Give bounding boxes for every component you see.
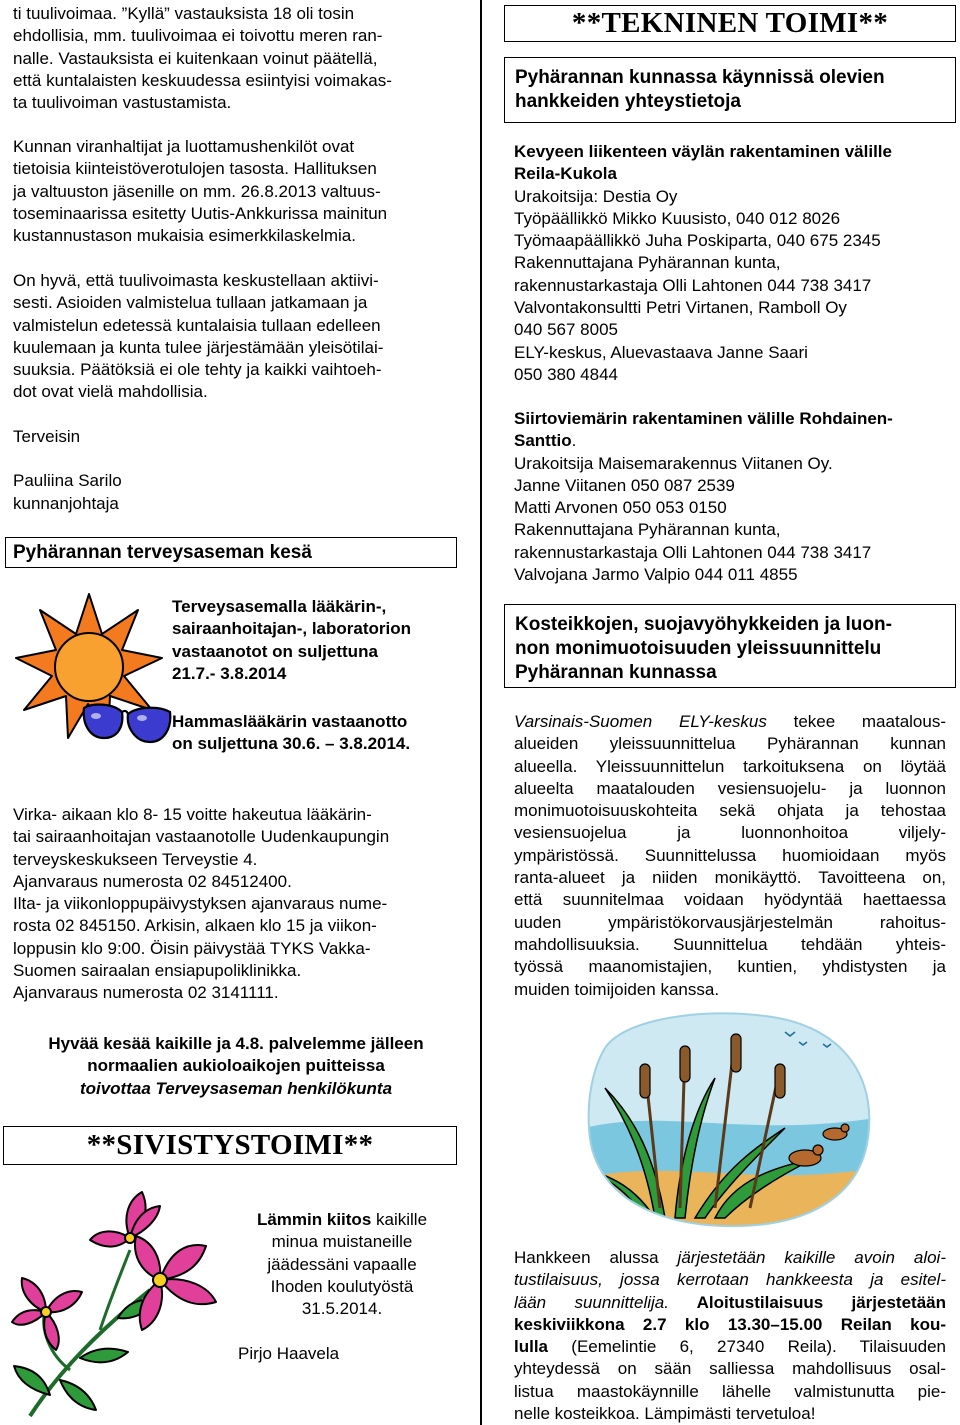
plan-first-rest: tekee maatalous- (766, 712, 946, 731)
summer-wish (5, 1033, 467, 1100)
plan-first-line (514, 711, 946, 733)
wetland-illustration (585, 1008, 875, 1230)
text-line: kustannustason mukaisia esimerkkilaskelmia. (13, 226, 356, 246)
text-line: ELY-keskus, Aluevastaava Janne Saari (514, 342, 808, 362)
flower-icon (10, 1180, 230, 1420)
text-line: Työmaapäällikkö Juha Poskiparta, 040 675 2345 (514, 231, 881, 251)
text-line: muiden toimijoiden kanssa. (514, 979, 720, 999)
sivistys-heading-box (3, 1126, 457, 1165)
event-line (514, 1292, 946, 1314)
health-heading-box (5, 537, 457, 568)
text-line: uuden ympäristökorvausjärjestelmän rahoitus- (514, 912, 946, 932)
text-line: ta tuulivoiman vastustamista. (13, 93, 232, 113)
health-closed-notice (172, 596, 472, 685)
text-line: nalle. Vastauksista ei kuitenkaan voinut päätellä, (13, 48, 378, 68)
plan-heading-line: Kosteikkojen, suojavyöhykkeiden ja luon- (515, 614, 892, 635)
event-text: Hankkeen alussa (514, 1248, 678, 1267)
left-intro (13, 3, 463, 114)
column-divider (480, 0, 482, 1425)
projects-heading-line: Pyhärannan kunnassa käynnissä olevien (515, 67, 885, 88)
sunglasses-icon (80, 698, 175, 750)
text-line: että suunnitelmaa voidaan hyödyntää haettaessa (514, 890, 946, 910)
thanks-first-line (226, 1209, 458, 1231)
text-line: sairaanhoitajan-, laboratorion (172, 619, 411, 639)
text-line: Ihoden koulutyöstä (270, 1276, 414, 1296)
project-title: Siirtoviemärin rakentaminen välille Rohdainen- (514, 409, 893, 428)
text-line: sesti. Asioiden valmistelua tullaan jatkamaan ja (13, 293, 368, 313)
text-line: terveyskeskukseen Terveystie 4. (13, 849, 258, 869)
event-bold: Aloitustilaisuus järjestetään (668, 1292, 946, 1312)
text-line: Ajanvaraus numerosta 02 3141111. (13, 983, 279, 1003)
text-line: Valvontakonsultti Petri Virtanen, Ramboll Oy (514, 298, 847, 318)
text-line: Suomen sairaalan ensiapupoliklinikka. (13, 961, 302, 981)
text-line: ehdollisia, mm. tuulivoimaa ei toivottu meren ran- (13, 26, 383, 46)
text-line: ti tuulivoimaa. ”Kyllä” vastauksista 18 oli tosin (13, 4, 355, 23)
text-line: on suljettuna 30.6. – 3.8.2014. (172, 734, 411, 754)
thanks-signature: Pirjo Haavela (238, 1344, 340, 1363)
thanks-bold: Lämmin kiitos (256, 1210, 372, 1229)
event-line (514, 1247, 946, 1269)
text-line: tietoisia kiinteistöverotulojen tasosta. Hallituksen (13, 159, 377, 179)
text-line: rakennustarkastaja Olli Lahtonen 044 738 3417 (514, 542, 872, 562)
ely-name: Varsinais-Suomen ELY-keskus (514, 712, 767, 731)
text-line: Virka- aikaan klo 8- 15 voitte hakeutua lääkärin- (13, 805, 372, 824)
text-line: vesiensuojelua ja luonnonhoitoa viljely- (514, 823, 946, 843)
event-bold: lulla (514, 1337, 549, 1357)
project-title: Reila-Kukola (514, 164, 617, 184)
projects-heading-box (504, 57, 956, 123)
sivistys-heading: **SIVISTYSTOIMI** (86, 1129, 374, 1161)
project-2 (514, 408, 954, 586)
text-line: Hammaslääkärin vastaanotto (172, 712, 408, 731)
project-title: Kevyeen liikenteen väylän rakentaminen välille (514, 142, 892, 161)
greeting: Terveisin (13, 427, 81, 446)
text-line: monimuotoisuuskohteita sekä ohjata ja tehostaa (514, 801, 946, 821)
thanks-message (226, 1209, 458, 1320)
signature-title: kunnanjohtaja (13, 494, 119, 513)
text-line: rosta 02 845150. Arkisin, alkaen klo 15 ja viikon- (13, 916, 377, 936)
text-line: alueiden yleissuunnittelua Pyhärannan kunnan (514, 734, 946, 754)
text-line: valmistelun edetessä kuntalaisia tullaan edelleen (13, 315, 381, 335)
event-line: tustilaisuus, jossa kerrotaan hankkeesta ja esitel- (514, 1270, 946, 1290)
tekninen-heading: **TEKNINEN TOIMI** (571, 7, 889, 39)
text-line: että kuntalaisten keskuudessa esiintyisi voimakas- (13, 70, 392, 90)
text-line: alueella. Yleissuunnittelun tarkoituksena on löytää (514, 756, 946, 776)
text-line: vastaanotot on suljettuna (172, 641, 378, 661)
text-line: alueelta maatalouden vesiensuojelu- ja luonnon (514, 778, 946, 798)
text-line: Janne Viitanen 050 087 2539 (514, 475, 735, 495)
event-line (514, 1336, 946, 1358)
event-italic: lään suunnittelija. (514, 1292, 669, 1312)
text-line: dot ovat vielä mahdollisia. (13, 382, 208, 402)
text-line: toseminaarissa esitetty Uutis-Ankkurissa mainitun (13, 203, 388, 223)
event-italic: järjestetään kaikille avoin aloi- (677, 1248, 946, 1267)
text-line: ja valtuuston jäsenille on mm. 26.8.2013 valtuus- (13, 181, 381, 201)
plan-heading-line: non monimuotoisuuden yleissuunnittelu (515, 638, 882, 659)
project-title-dot: . (571, 431, 577, 451)
event-line: keskiviikkona 2.7 klo 13.30–15.00 Reilan kou- (514, 1314, 946, 1334)
summer-wish-line: normaalien aukioloaikojen puitteissa (87, 1056, 385, 1076)
event-info (514, 1247, 946, 1425)
text-line: Valvojana Jarmo Valpio 044 011 4855 (514, 565, 798, 585)
text-line: työssä maanomistajien, kuntien, yhdistysten ja (514, 957, 946, 977)
summer-wish-signoff: toivottaa Terveysaseman henkilökunta (79, 1078, 393, 1098)
project-title-part: Santtio (514, 431, 572, 451)
plan-body (514, 711, 946, 1001)
plan-heading-box (504, 604, 956, 688)
text-line: Kunnan viranhaltijat ja luottamushenkilöt ovat (13, 137, 355, 156)
projects-heading-line: hankkeiden yhteystietoja (515, 91, 741, 112)
text-line: Rakennuttajana Pyhärannan kunta, (514, 253, 781, 273)
text-line: rakennustarkastaja Olli Lahtonen 044 738 3417 (514, 275, 872, 295)
thanks-rest: kaikille (371, 1210, 428, 1229)
text-line: kuulemaan ja kunta tulee järjestämään yleisötilai- (13, 337, 384, 357)
left-officials (13, 136, 463, 247)
text-line: Työpäällikkö Mikko Kuusisto, 040 012 8026 (514, 208, 841, 228)
plan-heading-line: Pyhärannan kunnassa (515, 662, 717, 683)
signature-name: Pauliina Sarilo (13, 471, 122, 490)
text-line: minua muistaneille (271, 1232, 413, 1252)
text-line: suuksia. Päätöksiä ei ole tehty ja kaikki vaihtoeh- (13, 360, 382, 380)
project-title-end (514, 430, 954, 452)
text-line: 040 567 8005 (514, 320, 618, 340)
text-line: Urakoitsija Maisemarakennus Viitanen Oy. (514, 453, 833, 473)
text-line: Matti Arvonen 050 053 0150 (514, 498, 727, 518)
tekninen-heading-box (504, 5, 956, 42)
event-line: yhteydessä on sään salliessa mahdollisuus osal- (514, 1359, 946, 1379)
text-line: loppusin klo 9:00. Öisin päivystää TYKS Vakka- (13, 938, 371, 958)
text-line: Terveysasemalla lääkärin-, (172, 597, 387, 616)
text-line: mahdollisuuksia. Suunnittelua tehdään yhteis- (514, 934, 946, 954)
text-line: ympäristössä. Suunnittelussa huomioidaan myös (514, 845, 946, 865)
health-heading: Pyhärannan terveysaseman kesä (13, 542, 312, 563)
text-line: Ajanvaraus numerosta 02 84512400. (13, 871, 292, 891)
dental-closed-notice (172, 711, 472, 756)
text-line: 050 380 4844 (514, 364, 618, 384)
text-line: Urakoitsija: Destia Oy (514, 186, 678, 206)
text-line: On hyvä, että tuulivoimasta keskustellaan aktiivi- (13, 271, 379, 290)
office-hours (13, 804, 463, 1005)
text-line: tai sairaanhoitajan vastaanotolle Uudenkaupungin (13, 827, 390, 847)
event-text: (Eemelintie 6, 27340 Reila). Tilaisuuden (548, 1337, 946, 1357)
text-line: ranta-alueet ja niiden monikäyttö. Tavoitteena on, (514, 868, 946, 888)
summer-wish-line: Hyvää kesää kaikille ja 4.8. palvelemme jälleen (48, 1034, 424, 1053)
event-line: listua maastokäynnille lähelle valmistunutta pie- (514, 1381, 946, 1401)
text-line: jäädessäni vapaalle (267, 1254, 417, 1274)
text-line: Ilta- ja viikonloppupäivystyksen ajanvaraus nume- (13, 894, 388, 914)
text-line: 31.5.2014. (301, 1299, 383, 1319)
left-discussion (13, 270, 463, 404)
text-line: 21.7.- 3.8.2014 (172, 663, 287, 683)
project-1 (514, 141, 954, 386)
text-line: Rakennuttajana Pyhärannan kunta, (514, 520, 781, 540)
event-line: nelle kosteikkoa. Lämpimästi tervetuloa! (514, 1404, 816, 1424)
